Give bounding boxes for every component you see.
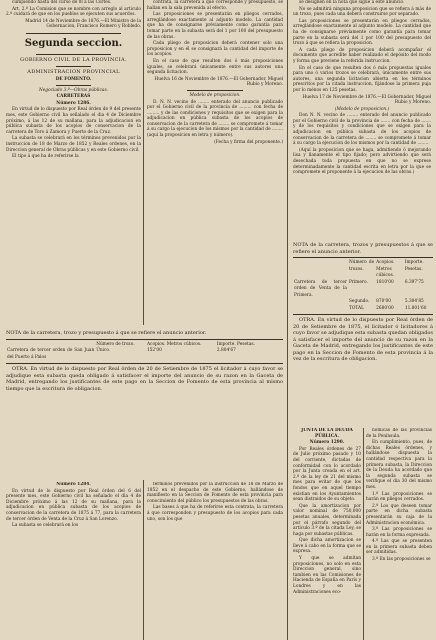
body-text: 4.º Las que se presenten en la primera subasta deben ser admitidas.	[366, 539, 432, 556]
column-separator	[143, 480, 144, 640]
body-text: términos prevenidos por la instruccion de 18 de Marzo de 1852 en el despacho de este Gobierno, hallándose de manifiesto en la Seccion de Fomento de esta provincia para conocimiento del público los presupuestos de las obras.	[147, 482, 283, 504]
body-text: contrata, la carretera á que corresponde y presupuesto, se hallan en la sala prevenida al efecto.	[147, 0, 283, 11]
table-total-row	[293, 306, 433, 313]
divider	[36, 54, 111, 55]
otra-text: OTRA. En virtud de lo dispuesto por Real órden de 20 de Setiembre de 1875 el licitador á cuyo favor se adjudique esta subasta queda obligado á satisfacer el importe del anuncio de su razon en la Gaceta de Madrid, entregando los justificantes de este pago en la Seccion de Fomento de esta provincia al mismo tiempo que la escritura de obligacion.	[6, 366, 283, 392]
divider	[187, 90, 243, 91]
model-text: D. N. N. vecino de ........ enterado del anuncio publicado por el Gobierno civil de la provincia de ......... con fecha de ......... y de las condiciones y requisitos que se exigen para la adjudicacion en pública subasta de los acopios de conservacion de la carretera de ........ se compromete á tomar á su cargo la ejecucion de los mismos por la cantidad de ........ (aquí la proposicion en letra y número).	[147, 99, 283, 139]
body-text: El tipo á que ha de referirse la	[12, 154, 79, 160]
lower-column-2	[147, 482, 283, 640]
divider	[6, 363, 283, 364]
body-text: 3.º En las proposiciones se	[372, 557, 431, 563]
body-text: En virtud de lo dispuesto por Real órden de 9 del presente mes, este Gobierno civil ha señalado el dia 4 de Diciembre próximo, á las 12 de su mañana, para la adjudicacion en pública subasta de los acopios de conservacion de la carretera de Toro á Zamora y Puerto de la Cruz.	[6, 107, 141, 135]
body-text: A cada pliego de proposicion deberá acompañar el documento que acredite haber realizado el depósito del modo y forma que previene la referida instruccion.	[293, 47, 431, 64]
table-cell: Carretera de tercer orden de Venta de la Primera.	[294, 279, 347, 298]
government-heading: GOBIERNO CIVIL DE LA PROVINCIA.	[20, 56, 127, 63]
body-text: nómicas de las provincias de la Península.	[366, 428, 432, 439]
body-text: Por Reales órdenes de 27 de Julio próximo pasado y 10 del corriente, dictadas de conformidad con lo acordado por la Junta creada en el art. 2.º de la ley de 21 del mismo mes para evitar de que los fondos que en aquel tiempo existian en los Ayuntamientos sean distraidos de su objeto.	[293, 446, 361, 503]
admin-heading: ADMINISTRACION PROVINCIAL	[27, 68, 120, 75]
table-header: Importe. Pesetas.	[404, 260, 424, 272]
table-row	[293, 280, 433, 300]
table-cell: 1810'00	[376, 279, 394, 285]
section-title: Segunda seccion.	[24, 37, 123, 49]
notice-number: Número 1286.	[56, 100, 91, 106]
intro-text: cumpiendo hasta del curso de 0l a las Cortes.	[12, 0, 112, 5]
notice-number: Número 1284.	[56, 482, 91, 487]
otra-text: OTRA. En virtud de lo dispuesto por Real órden de 20 de Setiembre de 1875, el licitador ó licitadores á cuyo favor se adjudique esta subasta quedan obligados á satisfacer el importe del anuncio de su razon en la Gaceta de Madrid, entregando los justificantes de este pago en la Seccion de Fomento de esta provincia á la vez de la escritura de obligacion.	[293, 317, 433, 362]
total-label: TOTAL	[348, 305, 364, 311]
divider	[293, 314, 433, 315]
divider	[26, 33, 121, 34]
table-header: Acopios. Metros cúbicos.	[376, 260, 395, 278]
body-text: Las bases á que ha de referirse esta contrata, la carretera á que corresponden y presupuesto de los acopios para cada uno, son los que	[147, 505, 283, 522]
body-text: Y que se admitan proposiciones, no solo en esta Direccion general, sino tambien en las Comisiones de Hacienda de España en París y Londres y en las Administraciones eco-	[293, 556, 361, 595]
divider	[6, 339, 283, 340]
body-text: 3.º Las proposiciones se harán en la forma expresada.	[366, 527, 432, 538]
table-header-row	[293, 260, 433, 280]
column-separator	[363, 428, 364, 640]
column-2	[147, 0, 283, 325]
road-note	[293, 242, 433, 364]
body-text: se designen en la nota que sigue á este anuncio.	[299, 0, 405, 5]
body-text: Las proposiciones se presentarán en pliegos cerrados, arreglándose exactamente al adjunto modelo. La cantidad que ha de consignarse préviamente como garantía para tomar parte en la subasta será del 1 por 100 del presupuesto de las obras.	[147, 12, 283, 40]
body-text: La subasta se celebrará en los	[12, 523, 79, 529]
table-cell: Segundo.	[348, 299, 370, 304]
signature: Madrid 14 de Noviembre de 1876.—El Ministro de la Gobernacion, Francisco Romero y Robledo.	[25, 18, 141, 30]
column-3	[293, 0, 431, 240]
lower-column-3	[293, 428, 361, 640]
body-text: En cumplimiento, pues, de dichas Reales órdenes, y hallándose dispuesta la cantidad respectiva para la primera subasta, la Direccion de la Deuda ha acordado que la segunda subasta se verifique el dia 30 del mismo mes.	[366, 440, 432, 490]
signature: Huelva 17 de Noviembre de 1876.—El Gobernador, Miguel Rubio y Moreno.	[302, 94, 431, 106]
table-header: Importe. Pesetas.	[216, 341, 255, 347]
body-text: En el caso de que resulten dos ó más propuestas iguales para uno ó varios trozos se celebrará, únicamente entre sus autores, una segunda licitacion abierta en los términos prescritos por la citada instruccion, fijándose la primera puja por lo ménos en 125 pesetas.	[293, 65, 431, 93]
note-table	[6, 342, 283, 362]
column-1	[6, 0, 141, 325]
table-cell: Carretera de tercer orden de San Juan del Puerto á Palos	[7, 348, 95, 360]
model-text: (Aquí la proposicion que se haga, admitiendo ó mejorando lisa y llanamente el tipo fijado; pero advirtiendo que será desechada toda propuesta en que no se exprese determinadamente la cantidad escrita en letra por la que se compromete el proponente á la ejecucion de las obras.)	[293, 147, 431, 176]
body-text: 2.º Los que deseen tomar parte en dicha subasta presentarán su caja de la Administracion económica.	[366, 503, 432, 526]
note-title: NOTA de la carretera, trozos y presupuestos á que se refiere el anuncio anterior.	[293, 242, 433, 255]
section-heading: JUNTA DE LA DEUDA PÚBLICA.	[301, 428, 353, 439]
table-cell: 152'00	[146, 348, 162, 353]
total-cell: 2680'00	[376, 305, 394, 311]
column-separator	[287, 0, 288, 640]
admin-subheading: DE FOMENTO.	[55, 76, 92, 82]
model-signature: (Fecha y firma del proponente.)	[214, 139, 283, 145]
table-header: Número de trozo.	[96, 341, 135, 347]
table-cell: 870'00	[376, 299, 392, 304]
notice-number: Número 1290.	[309, 440, 345, 446]
model-title: (Modelo de proposicion.)	[334, 106, 390, 112]
model-text: Don N. N. vecino de ........ enterado del anuncio publicado por el Gobierno civil de la provincia de ....... con fecha de ....... y de los requisitos y condiciones que se exigen para la adjudicacion en pública subasta de los acopios de conservacion de la carretera de ........ se compromete á tomar á su cargo la ejecucion de los mismos por la cantidad de ........	[293, 113, 431, 147]
divider	[56, 66, 91, 67]
signature: Huelva 16 de Noviembre de 1876.—El Gobernador, Miguel Rubio y Moreno.	[154, 76, 283, 88]
body-text: En virtud de lo dispuesto por Real órden del 6 del presente mes, este Gobierno civil ha señalado el dia 4 de Diciembre próximo á las 12 de su mañana, para la adjudicacion en pública subasta de los acopios de conservacion de la carretera de 1875 á 77, para la carretera de tercer órden de Venta de la Cruz á San Lorenzo.	[6, 488, 141, 522]
lower-column-1	[6, 482, 141, 640]
table-cell: 5.304'85	[404, 299, 424, 304]
body-text: Las proposiciones se presentarán en pliegos cerrados, arreglándose exactamente al adjunto modelo. La cantidad que ha de consignarse préviamente como garantía para tomar parte en la subasta será del 1 por 100 del presupuesto del trozo á que se refiera la proposicion.	[293, 18, 431, 47]
body-text: Que la amortizacion por valor nominal de 750,000 pesetas anuales, determinada por el párrafo segundo del artículo 3.º de la citada Ley, se haga por subastas públicas.	[293, 503, 361, 537]
table-cell: 2.804'67	[216, 348, 236, 353]
divider	[56, 85, 91, 86]
table-header: Número de trozos.	[348, 260, 375, 272]
body-text: Cada pliego de proposicion deberá contener solo una proposicion y en él se consignará la cantidad del importe de los acopios.	[147, 41, 283, 58]
table-cell: 6.397'75	[404, 279, 424, 285]
body-text: 1.º Las proposiciones se harán en pliegos cerrados.	[366, 491, 432, 503]
table-row	[6, 348, 283, 361]
negociado: Negociado 3.º—Obras públicas.	[38, 87, 109, 93]
note-title: NOTA de la carretera, trozo y presupuesto á que se refiere el anuncio anterior.	[6, 330, 207, 336]
body-text: La subasta se celebrará en los términos prevenidos por la instruccion de 18 de Marzo de 1852 y Reales ordenes, en la Direccion general de Obras públicas y en este Gobierno civil.	[6, 136, 141, 153]
divider	[293, 257, 433, 258]
roads-heading: CARRETERAS	[56, 94, 91, 100]
article-2: Art. 2.º La Comision que se nombre con arreglo al articulo 2.º cuidará de que en los pueblos se ejecuten sus acuerdos.	[6, 6, 141, 18]
model-title: Modelo de proposicion.	[189, 92, 241, 98]
table-cell: Primero.	[348, 279, 368, 285]
total-cell: 11.801'60	[404, 305, 427, 311]
column-separator	[143, 0, 144, 325]
note-table	[293, 260, 433, 312]
table-header: Acopios. Metros cúbicos.	[146, 341, 202, 347]
body-text: No se admitirá ninguna proposicion que se refiera á más de un trozo, pues cada una deberá construirse por separado.	[293, 6, 431, 18]
table-cell: Único.	[96, 348, 111, 353]
road-note	[6, 330, 283, 393]
body-text: Que dicha amortizacion se lleve á cabo en la forma que se expresa.	[293, 538, 361, 555]
lower-column-4	[366, 428, 432, 640]
body-text: En el caso de que resulten dos ó más proposiciones iguales, se celebrará únicamente entre sus autores una segunda licitacion.	[147, 58, 283, 76]
